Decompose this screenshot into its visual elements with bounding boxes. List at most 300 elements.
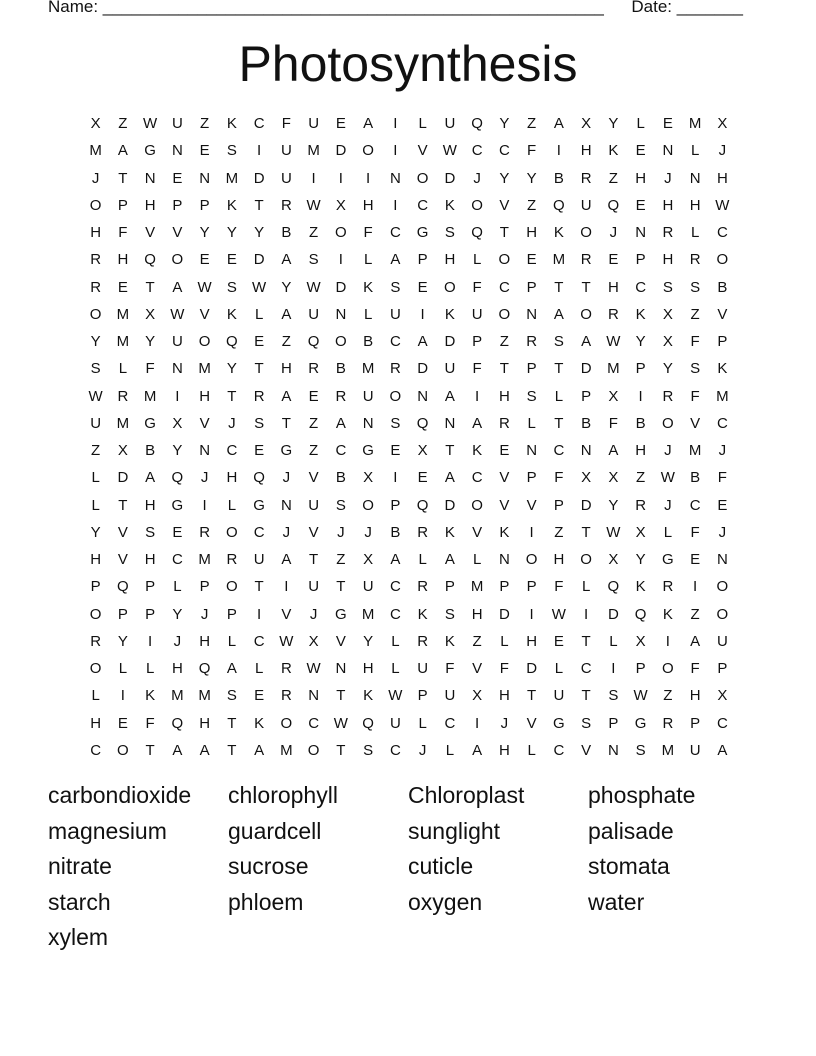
grid-letter[interactable]: X [608, 387, 619, 405]
grid-letter[interactable]: I [611, 660, 616, 678]
grid-letter[interactable]: G [280, 442, 293, 460]
grid-letter[interactable]: Y [363, 632, 374, 650]
grid-letter[interactable]: X [717, 687, 728, 705]
grid-letter[interactable]: O [716, 605, 729, 623]
grid-letter[interactable]: P [444, 578, 455, 596]
grid-letter[interactable]: C [389, 333, 401, 351]
grid-letter[interactable]: L [472, 551, 482, 569]
grid-letter[interactable]: H [226, 469, 238, 487]
grid-letter[interactable]: A [117, 142, 128, 160]
grid-letter[interactable]: A [281, 305, 292, 323]
grid-letter[interactable]: J [173, 632, 182, 650]
grid-letter[interactable]: K [254, 714, 265, 732]
grid-letter[interactable]: K [444, 196, 455, 214]
grid-letter[interactable]: J [473, 169, 481, 187]
grid-letter[interactable]: P [553, 496, 564, 514]
grid-letter[interactable]: W [279, 632, 294, 650]
grid-letter[interactable]: P [199, 196, 210, 214]
grid-letter[interactable]: Z [690, 305, 700, 323]
grid-letter[interactable]: Y [499, 169, 510, 187]
grid-letter[interactable]: D [444, 496, 456, 514]
grid-letter[interactable]: U [171, 115, 183, 133]
grid-letter[interactable]: Y [608, 496, 619, 514]
grid-letter[interactable]: W [442, 142, 457, 160]
grid-letter[interactable]: O [580, 305, 592, 323]
grid-letter[interactable]: U [253, 551, 265, 569]
grid-letter[interactable]: H [199, 714, 211, 732]
grid-letter[interactable]: F [554, 469, 564, 487]
grid-letter[interactable]: D [417, 360, 429, 378]
grid-letter[interactable]: M [198, 687, 211, 705]
grid-letter[interactable]: G [634, 714, 647, 732]
grid-letter[interactable]: H [144, 196, 156, 214]
grid-letter[interactable]: A [390, 251, 401, 269]
grid-letter[interactable]: K [226, 305, 237, 323]
grid-letter[interactable]: Y [281, 278, 292, 296]
grid-letter[interactable]: F [690, 387, 700, 405]
grid-letter[interactable]: J [664, 442, 672, 460]
grid-letter[interactable]: P [608, 714, 619, 732]
grid-letter[interactable]: O [389, 387, 402, 405]
grid-letter[interactable]: Z [554, 523, 564, 541]
grid-letter[interactable]: L [227, 496, 237, 514]
grid-letter[interactable]: N [417, 387, 429, 405]
grid-letter[interactable]: C [308, 714, 320, 732]
grid-letter[interactable]: R [607, 305, 619, 323]
grid-letter[interactable]: A [226, 660, 237, 678]
grid-letter[interactable]: J [200, 605, 209, 623]
grid-letter[interactable]: N [362, 414, 374, 432]
grid-letter[interactable]: L [445, 741, 455, 759]
grid-letter[interactable]: I [475, 714, 480, 732]
grid-letter[interactable]: C [389, 578, 401, 596]
grid-letter[interactable]: C [335, 442, 347, 460]
grid-letter[interactable]: E [226, 251, 237, 269]
grid-letter[interactable]: H [280, 360, 292, 378]
grid-letter[interactable]: T [581, 523, 591, 541]
grid-letter[interactable]: I [338, 251, 343, 269]
grid-letter[interactable]: V [335, 632, 346, 650]
grid-letter[interactable]: Z [309, 224, 319, 242]
grid-letter[interactable]: H [144, 496, 156, 514]
grid-letter[interactable]: J [91, 169, 100, 187]
grid-letter[interactable]: V [145, 224, 156, 242]
grid-letter[interactable]: Z [472, 632, 482, 650]
grid-letter[interactable]: C [253, 632, 265, 650]
grid-letter[interactable]: F [554, 578, 564, 596]
grid-letter[interactable]: H [90, 224, 102, 242]
grid-letter[interactable]: L [636, 115, 645, 133]
grid-letter[interactable]: M [116, 305, 130, 323]
grid-letter[interactable]: A [199, 741, 210, 759]
grid-letter[interactable]: C [716, 414, 728, 432]
grid-letter[interactable]: F [527, 142, 537, 160]
grid-letter[interactable]: N [635, 224, 647, 242]
grid-letter[interactable]: X [172, 414, 183, 432]
grid-letter[interactable]: H [90, 714, 102, 732]
grid-letter[interactable]: V [499, 496, 510, 514]
grid-letter[interactable]: Y [172, 605, 183, 623]
grid-letter[interactable]: A [281, 387, 292, 405]
grid-letter[interactable]: X [417, 442, 428, 460]
grid-letter[interactable]: U [90, 414, 102, 432]
grid-letter[interactable]: D [580, 496, 592, 514]
grid-letter[interactable]: S [690, 278, 701, 296]
grid-letter[interactable]: X [662, 333, 673, 351]
grid-letter[interactable]: Y [199, 224, 210, 242]
grid-letter[interactable]: U [280, 169, 292, 187]
grid-letter[interactable]: B [635, 414, 646, 432]
grid-letter[interactable]: K [226, 115, 237, 133]
grid-letter[interactable]: H [362, 196, 374, 214]
grid-letter[interactable]: V [690, 414, 701, 432]
grid-letter[interactable]: G [144, 142, 156, 160]
grid-letter[interactable]: A [145, 469, 156, 487]
grid-letter[interactable]: D [253, 251, 265, 269]
grid-letter[interactable]: M [361, 360, 375, 378]
grid-letter[interactable]: A [717, 741, 728, 759]
grid-letter[interactable]: J [609, 224, 618, 242]
grid-letter[interactable]: T [336, 578, 346, 596]
grid-letter[interactable]: Y [499, 115, 510, 133]
grid-letter[interactable]: A [417, 333, 428, 351]
grid-letter[interactable]: Q [416, 496, 429, 514]
grid-letter[interactable]: N [280, 496, 292, 514]
grid-letter[interactable]: D [580, 360, 592, 378]
grid-letter[interactable]: Q [634, 605, 647, 623]
grid-letter[interactable]: T [118, 169, 128, 187]
grid-letter[interactable]: L [527, 741, 536, 759]
grid-letter[interactable]: V [581, 741, 592, 759]
grid-letter[interactable]: V [417, 142, 428, 160]
grid-letter[interactable]: P [417, 687, 428, 705]
grid-letter[interactable]: I [202, 496, 207, 514]
grid-letter[interactable]: Y [608, 115, 619, 133]
grid-letter[interactable]: B [335, 469, 346, 487]
grid-letter[interactable]: U [444, 687, 456, 705]
grid-letter[interactable]: J [337, 523, 345, 541]
grid-letter[interactable]: J [282, 523, 291, 541]
grid-letter[interactable]: K [472, 442, 483, 460]
grid-letter[interactable]: N [662, 142, 674, 160]
grid-letter[interactable]: L [118, 360, 128, 378]
grid-letter[interactable]: H [526, 224, 538, 242]
grid-letter[interactable]: E [553, 632, 564, 650]
grid-letter[interactable]: Q [307, 333, 320, 351]
grid-letter[interactable]: V [308, 523, 319, 541]
grid-letter[interactable]: X [608, 551, 619, 569]
grid-letter[interactable]: X [363, 469, 374, 487]
grid-letter[interactable]: P [635, 251, 646, 269]
grid-letter[interactable]: Q [226, 333, 238, 351]
grid-letter[interactable]: F [499, 660, 509, 678]
grid-letter[interactable]: E [254, 333, 265, 351]
grid-letter[interactable]: A [444, 551, 455, 569]
grid-letter[interactable]: T [254, 360, 264, 378]
grid-letter[interactable]: K [717, 360, 728, 378]
grid-letter[interactable]: S [363, 741, 374, 759]
grid-letter[interactable]: T [118, 496, 128, 514]
grid-letter[interactable]: J [418, 741, 427, 759]
grid-letter[interactable]: S [581, 714, 592, 732]
grid-letter[interactable]: P [717, 660, 728, 678]
grid-letter[interactable]: E [335, 115, 346, 133]
grid-letter[interactable]: T [281, 414, 291, 432]
grid-letter[interactable]: H [553, 551, 565, 569]
grid-letter[interactable]: T [254, 578, 264, 596]
grid-letter[interactable]: O [444, 278, 456, 296]
grid-letter[interactable]: L [173, 578, 182, 596]
grid-letter[interactable]: P [172, 196, 183, 214]
grid-letter[interactable]: E [390, 442, 401, 460]
grid-letter[interactable]: M [143, 387, 157, 405]
grid-letter[interactable]: M [89, 142, 102, 160]
grid-letter[interactable]: W [388, 687, 403, 705]
grid-letter[interactable]: Z [608, 169, 618, 187]
grid-letter[interactable]: R [662, 714, 674, 732]
grid-letter[interactable]: P [390, 496, 401, 514]
grid-letter[interactable]: Q [171, 714, 184, 732]
grid-letter[interactable]: N [526, 442, 538, 460]
grid-letter[interactable]: N [199, 442, 211, 460]
grid-letter[interactable]: Q [471, 224, 483, 242]
grid-letter[interactable]: T [309, 551, 319, 569]
grid-letter[interactable]: M [470, 578, 484, 596]
grid-letter[interactable]: P [526, 360, 537, 378]
grid-letter[interactable]: H [526, 632, 538, 650]
grid-letter[interactable]: H [199, 632, 211, 650]
grid-letter[interactable]: R [280, 687, 292, 705]
grid-letter[interactable]: Z [200, 115, 210, 133]
grid-letter[interactable]: P [690, 714, 701, 732]
grid-letter[interactable]: W [633, 687, 648, 705]
grid-letter[interactable]: O [471, 196, 483, 214]
grid-letter[interactable]: H [662, 251, 674, 269]
grid-letter[interactable]: D [335, 278, 347, 296]
grid-letter[interactable]: A [553, 115, 564, 133]
grid-letter[interactable]: S [444, 224, 455, 242]
grid-letter[interactable]: J [500, 714, 509, 732]
grid-letter[interactable]: Z [281, 333, 291, 351]
grid-letter[interactable]: O [226, 578, 238, 596]
grid-letter[interactable]: L [91, 469, 100, 487]
grid-letter[interactable]: C [635, 278, 647, 296]
grid-letter[interactable]: R [280, 196, 292, 214]
grid-letter[interactable]: B [717, 278, 728, 296]
grid-letter[interactable]: O [89, 196, 102, 214]
grid-letter[interactable]: U [362, 387, 374, 405]
grid-letter[interactable]: P [526, 278, 537, 296]
grid-letter[interactable]: C [90, 741, 102, 759]
grid-letter[interactable]: W [170, 305, 185, 323]
date-field[interactable]: Date: _______ [631, 0, 743, 16]
grid-letter[interactable]: Z [118, 115, 128, 133]
grid-letter[interactable]: V [526, 496, 537, 514]
grid-letter[interactable]: F [690, 523, 700, 541]
grid-letter[interactable]: W [333, 714, 348, 732]
grid-letter[interactable]: H [498, 741, 510, 759]
grid-letter[interactable]: E [172, 169, 183, 187]
grid-letter[interactable]: I [311, 169, 316, 187]
grid-letter[interactable]: K [553, 224, 564, 242]
grid-letter[interactable]: C [716, 224, 728, 242]
grid-letter[interactable]: K [226, 196, 237, 214]
grid-letter[interactable]: H [662, 196, 674, 214]
grid-letter[interactable]: W [660, 469, 675, 487]
grid-letter[interactable]: X [662, 305, 673, 323]
grid-letter[interactable]: R [662, 224, 674, 242]
grid-letter[interactable]: M [688, 115, 702, 133]
grid-letter[interactable]: H [689, 196, 701, 214]
grid-letter[interactable]: O [307, 741, 320, 759]
grid-letter[interactable]: N [308, 687, 320, 705]
grid-letter[interactable]: V [499, 469, 510, 487]
grid-letter[interactable]: E [199, 251, 210, 269]
grid-letter[interactable]: F [472, 278, 482, 296]
grid-letter[interactable]: I [556, 142, 561, 160]
grid-letter[interactable]: N [171, 360, 183, 378]
grid-letter[interactable]: E [417, 278, 428, 296]
grid-letter[interactable]: N [716, 551, 728, 569]
grid-letter[interactable]: D [607, 605, 619, 623]
grid-letter[interactable]: X [90, 115, 101, 133]
grid-letter[interactable]: E [635, 196, 646, 214]
grid-letter[interactable]: L [609, 632, 618, 650]
grid-letter[interactable]: V [472, 660, 483, 678]
grid-letter[interactable]: C [417, 196, 429, 214]
grid-letter[interactable]: T [227, 741, 237, 759]
grid-letter[interactable]: R [580, 251, 592, 269]
grid-letter[interactable]: U [280, 142, 292, 160]
grid-letter[interactable]: Q [607, 196, 620, 214]
grid-letter[interactable]: L [500, 632, 509, 650]
grid-letter[interactable]: M [552, 251, 566, 269]
grid-letter[interactable]: U [417, 660, 429, 678]
grid-letter[interactable]: Z [336, 551, 346, 569]
grid-letter[interactable]: F [145, 360, 155, 378]
grid-letter[interactable]: R [90, 251, 102, 269]
grid-letter[interactable]: J [718, 142, 727, 160]
grid-letter[interactable]: R [90, 632, 102, 650]
grid-letter[interactable]: P [526, 469, 537, 487]
grid-letter[interactable]: U [308, 496, 320, 514]
grid-letter[interactable]: Y [172, 442, 183, 460]
grid-letter[interactable]: T [554, 278, 564, 296]
grid-letter[interactable]: B [281, 224, 292, 242]
grid-letter[interactable]: W [306, 278, 321, 296]
grid-letter[interactable]: M [280, 741, 293, 759]
grid-letter[interactable]: S [662, 278, 673, 296]
grid-letter[interactable]: L [581, 578, 591, 596]
grid-letter[interactable]: X [581, 469, 592, 487]
grid-letter[interactable]: M [171, 687, 184, 705]
grid-letter[interactable]: H [635, 442, 647, 460]
grid-letter[interactable]: D [444, 333, 456, 351]
grid-letter[interactable]: A [335, 414, 346, 432]
grid-letter[interactable]: W [306, 196, 321, 214]
grid-letter[interactable]: R [253, 387, 265, 405]
grid-letter[interactable]: A [581, 333, 592, 351]
grid-letter[interactable]: Y [526, 169, 537, 187]
grid-letter[interactable]: W [252, 278, 267, 296]
grid-letter[interactable]: R [498, 414, 510, 432]
grid-letter[interactable]: X [608, 469, 619, 487]
grid-letter[interactable]: R [199, 523, 211, 541]
grid-letter[interactable]: O [198, 333, 211, 351]
grid-letter[interactable]: S [690, 360, 701, 378]
grid-letter[interactable]: I [638, 387, 643, 405]
grid-letter[interactable]: C [389, 605, 401, 623]
grid-letter[interactable]: O [716, 578, 729, 596]
grid-letter[interactable]: L [227, 632, 237, 650]
grid-letter[interactable]: W [143, 115, 158, 133]
grid-letter[interactable]: P [526, 578, 537, 596]
grid-letter[interactable]: I [529, 523, 534, 541]
grid-letter[interactable]: M [116, 414, 130, 432]
grid-letter[interactable]: C [553, 741, 565, 759]
grid-letter[interactable]: U [308, 305, 320, 323]
grid-letter[interactable]: S [335, 496, 346, 514]
grid-letter[interactable]: T [445, 442, 455, 460]
grid-letter[interactable]: S [254, 414, 265, 432]
grid-letter[interactable]: H [498, 387, 510, 405]
grid-letter[interactable]: V [199, 305, 210, 323]
grid-letter[interactable]: J [364, 523, 372, 541]
grid-letter[interactable]: W [606, 333, 621, 351]
grid-letter[interactable]: Y [117, 632, 128, 650]
grid-letter[interactable]: G [144, 414, 156, 432]
grid-letter[interactable]: H [716, 169, 728, 187]
grid-letter[interactable]: Q [416, 414, 429, 432]
grid-letter[interactable]: B [145, 442, 156, 460]
grid-letter[interactable]: A [608, 442, 619, 460]
grid-letter[interactable]: L [472, 251, 482, 269]
grid-letter[interactable]: M [607, 360, 620, 378]
grid-letter[interactable]: O [117, 741, 129, 759]
grid-letter[interactable]: L [363, 305, 373, 323]
grid-letter[interactable]: F [445, 660, 455, 678]
grid-letter[interactable]: Y [662, 360, 673, 378]
grid-letter[interactable]: Z [91, 442, 101, 460]
grid-letter[interactable]: O [580, 224, 592, 242]
grid-letter[interactable]: N [444, 414, 456, 432]
grid-letter[interactable]: C [253, 115, 265, 133]
grid-letter[interactable]: Y [90, 333, 101, 351]
grid-letter[interactable]: J [718, 523, 727, 541]
grid-letter[interactable]: L [663, 523, 673, 541]
grid-letter[interactable]: M [361, 605, 375, 623]
grid-letter[interactable]: O [362, 496, 374, 514]
grid-letter[interactable]: E [499, 442, 510, 460]
grid-letter[interactable]: X [581, 115, 592, 133]
grid-letter[interactable]: M [116, 333, 130, 351]
grid-letter[interactable]: R [226, 551, 238, 569]
grid-letter[interactable]: T [499, 224, 509, 242]
grid-letter[interactable]: O [662, 414, 674, 432]
grid-letter[interactable]: P [581, 387, 592, 405]
grid-letter[interactable]: T [227, 387, 237, 405]
grid-letter[interactable]: O [525, 551, 538, 569]
grid-letter[interactable]: I [148, 632, 153, 650]
grid-letter[interactable]: P [226, 605, 237, 623]
grid-letter[interactable]: U [389, 714, 401, 732]
grid-letter[interactable]: Y [90, 523, 101, 541]
grid-letter[interactable]: Q [144, 251, 156, 269]
grid-letter[interactable]: Z [527, 115, 537, 133]
grid-letter[interactable]: N [171, 142, 183, 160]
grid-letter[interactable]: K [635, 578, 646, 596]
grid-letter[interactable]: J [718, 442, 727, 460]
